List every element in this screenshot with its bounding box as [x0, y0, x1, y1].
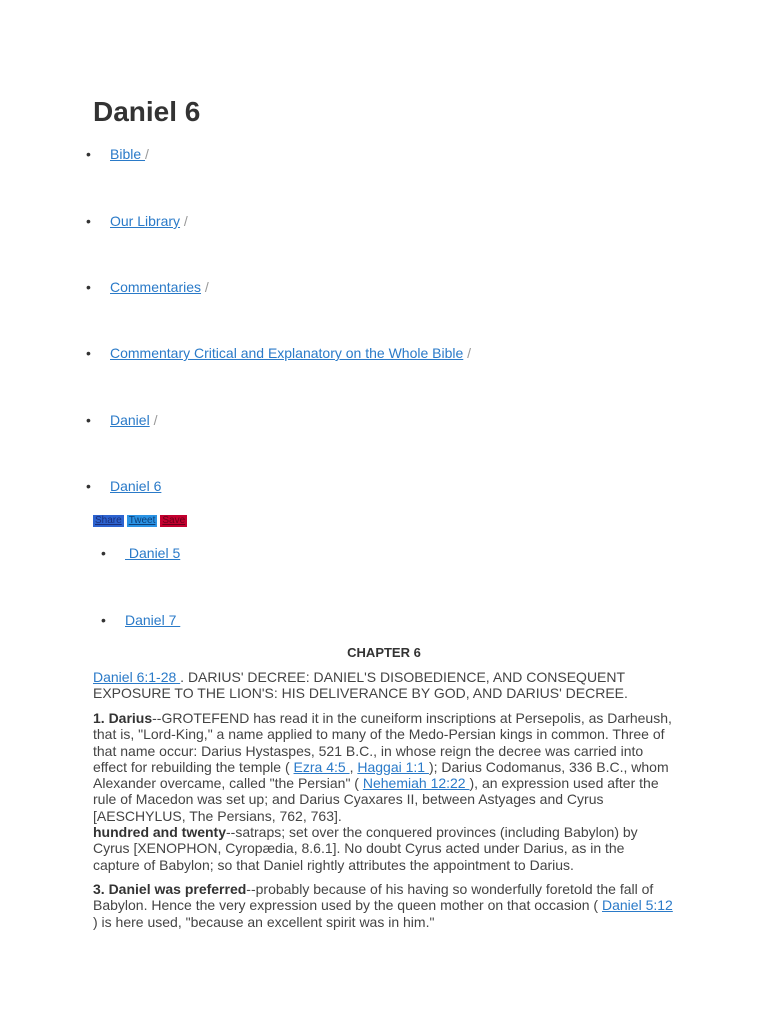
social-buttons	[93, 515, 187, 527]
breadcrumb-separator: /	[180, 213, 188, 229]
commentary-text: ), an expression used after the rule of Macedon was set up; and Darius Cyaxares II, between Astyages and Cyrus [AESCHYLUS, The Persians, 762, 763].	[93, 775, 659, 824]
breadcrumb-item-commentaries	[110, 279, 209, 295]
breadcrumb-separator: /	[463, 345, 472, 361]
scripture-link-haggai-1-1[interactable]: Haggai 1:1	[357, 758, 429, 775]
tweet-button[interactable]: Tweet	[128, 515, 156, 526]
bullet: •	[86, 213, 91, 229]
scripture-link-nehemiah-12-22[interactable]: Nehemiah 12:22	[362, 775, 470, 792]
scripture-link-daniel-5-12[interactable]: Daniel 5:12	[601, 897, 673, 914]
breadcrumb-separator: /	[149, 412, 158, 428]
intro-text: . DARIUS' DECREE: DANIEL'S DISOBEDIENCE, AND CONSEQUENT EXPOSURE TO THE LION'S: HIS DELIVERANCE BY GOD, AND DARIUS' DECREE.	[93, 669, 628, 702]
bullet: •	[86, 478, 91, 494]
commentary-text: --probably because of his having so wonderfully foretold the fall of Babylon. Hence the very expression used by the queen mother on that occasion (	[93, 881, 654, 914]
page-title: Daniel 6	[93, 96, 201, 127]
breadcrumb-item-daniel-6	[110, 478, 161, 494]
bullet: •	[86, 412, 91, 428]
commentary-term: 1. Darius	[93, 710, 153, 726]
intro-paragraph	[93, 669, 673, 702]
bullet: •	[86, 345, 91, 361]
commentary-term: hundred and twenty	[93, 824, 226, 841]
chapter-heading: CHAPTER 6	[347, 645, 421, 660]
bullet: •	[101, 612, 106, 628]
commentary-text: ,	[349, 758, 358, 775]
breadcrumb-separator: /	[145, 146, 149, 162]
breadcrumb-item-commentary	[110, 345, 471, 361]
breadcrumb-link-daniel-6[interactable]: Daniel 6	[110, 478, 162, 494]
save-button[interactable]: Save	[162, 515, 186, 526]
breadcrumb-link-commentary[interactable]: Commentary Critical and Explanatory on the Whole Bible	[110, 345, 464, 361]
bullet: •	[101, 545, 106, 561]
commentary-text: ) is here used, "because an excellent spirit was in him."	[93, 913, 435, 930]
breadcrumb-separator: /	[201, 279, 209, 295]
commentary-text: --satraps; set over the conquered provinces (including Babylon) by Cyrus [XENOPHON, Cyropædia, 8.6.1]. No doubt Cyrus acted under Darius, as in the capture of Babylon; so that Daniel rightly attributes the appointment to Darius.	[93, 824, 638, 873]
prev-chapter-link[interactable]: Daniel 5	[125, 545, 181, 561]
breadcrumb-link-our-library[interactable]: Our Library	[110, 213, 181, 229]
breadcrumb-item-daniel	[110, 412, 157, 428]
share-button[interactable]: Share	[95, 515, 122, 526]
commentary-text: --GROTEFEND has read it in the cuneiform inscriptions at Persepolis, as Darheush, that is, "Lord-King," a name applied to many of the Medo-Persian kings in common. Three of that name occur: Darius Hystaspes, 521 B.C., in whose reign the decree was carried into effect for rebuilding the temple (	[93, 710, 672, 775]
breadcrumb-link-commentaries[interactable]: Commentaries	[110, 279, 202, 295]
breadcrumb-link-daniel[interactable]: Daniel	[110, 412, 150, 428]
scripture-link-daniel-6-1-28[interactable]: Daniel 6:1-28	[93, 669, 181, 685]
scripture-link-ezra-4-5[interactable]: Ezra 4:5	[293, 758, 350, 775]
breadcrumb-item-our-library	[110, 213, 188, 229]
bullet: •	[86, 146, 91, 162]
commentary-text: ); Darius Codomanus, 336 B.C., whom Alexander overcame, called "the Persian" (	[93, 758, 669, 792]
bullet: •	[86, 279, 91, 295]
next-chapter-link[interactable]: Daniel 7	[125, 612, 181, 628]
commentary-term: 3. Daniel was preferred	[93, 881, 247, 897]
commentary-verse-1	[93, 710, 673, 873]
commentary-verse-3	[93, 881, 673, 930]
breadcrumb-item-bible	[110, 146, 149, 162]
breadcrumb-link-bible[interactable]: Bible	[110, 146, 146, 162]
